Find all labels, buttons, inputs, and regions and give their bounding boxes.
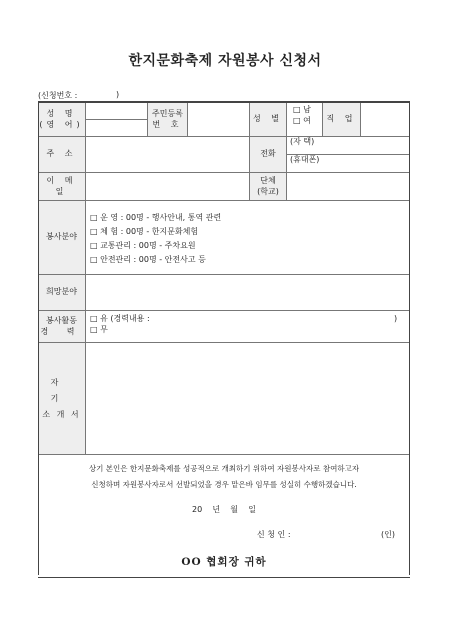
desired-area-field[interactable] [86,275,410,311]
service-option-experience[interactable]: □ 체 험 : 00명 - 한지문화체험 [90,227,199,236]
resident-no-label [148,103,188,137]
self-intro-label [38,343,86,455]
experience-yes-close: ) [394,314,398,323]
statement-line1: 상기 본인은 한지문화축제를 성공적으로 개최하기 위하여 자원봉사자로 참여하고자 [88,464,360,473]
statement-line2: 신청하며 자원봉사자로서 선발되었을 경우 맡은바 임무를 성실히 수행하겠습니다. [91,480,357,489]
email-label: 이 메 일 [38,173,86,201]
desired-area-label: 희망분야 [38,275,86,311]
gender-female-checkbox[interactable]: □ 여 [293,115,311,125]
date-line: 20 년 월 일 [192,505,256,514]
form-title: 한지문화축제 자원봉사 신청서 [128,53,322,69]
applicant-label: 신 청 인 : [257,530,291,539]
mobile-phone-label: (휴대폰) [290,155,320,164]
name-label-line2: (영 어) [39,119,84,129]
applicant-signature-field[interactable] [250,530,352,540]
statement-block [38,455,410,577]
application-form [38,101,410,578]
form-right-border [409,101,410,575]
home-phone-field[interactable] [287,137,410,155]
application-number-close: ) [116,90,120,99]
name-label [38,103,86,137]
self-intro-label-line2: 소 개 서 [42,409,81,419]
gender-label: 성 별 [250,103,287,137]
experience-label-line2: 경 력 [40,326,83,336]
job-field[interactable] [361,103,410,137]
experience-yes-checkbox[interactable]: □ 유 (경력내용 : [90,314,150,323]
experience-label-line1: 봉사활동 [46,315,77,325]
resident-no-label-line2: 번 호 [152,119,183,129]
service-option-traffic[interactable]: □ 교통관리 : 00명 - 주차요원 [90,241,196,250]
home-phone-label: (자 택) [290,137,315,146]
resident-no-label-line1: 주민등록 [152,108,183,118]
job-label: 직 업 [323,103,361,137]
group-field[interactable] [287,173,410,201]
group-label [250,173,287,201]
gender-options [287,103,323,137]
experience-options [86,311,410,343]
seal-mark: (인) [381,530,395,539]
address-label: 주 소 [38,137,86,173]
self-intro-label-line1: 자 기 [50,377,73,403]
service-area-options [86,201,410,275]
service-area-label: 봉사분야 [38,201,86,275]
address-field[interactable] [86,137,250,173]
email-field[interactable] [86,173,250,201]
resident-no-field[interactable] [188,103,250,137]
experience-label [38,311,86,343]
mobile-phone-field[interactable] [287,155,410,173]
experience-no-checkbox[interactable]: □ 무 [90,324,108,334]
form-left-border [38,101,39,575]
name-label-line1: 성 명 [46,108,77,118]
application-number-label: (신청번호 : [38,91,78,100]
gender-male-checkbox[interactable]: □ 남 [293,105,311,114]
name-field[interactable] [86,103,148,120]
phone-label: 전화 [250,137,287,173]
group-label-line2: (학교) [257,186,279,196]
application-number [38,90,120,101]
group-label-line1: 단체 [260,175,276,185]
self-intro-field[interactable] [86,343,410,455]
service-option-safety[interactable]: □ 안전관리 : 00명 - 안전사고 등 [90,255,206,264]
english-name-field[interactable] [86,120,148,137]
service-option-operation[interactable]: □ 운 영 : 00명 - 행사안내, 통역 관련 [90,213,222,222]
addressee: OO 협회장 귀하 [181,556,267,568]
